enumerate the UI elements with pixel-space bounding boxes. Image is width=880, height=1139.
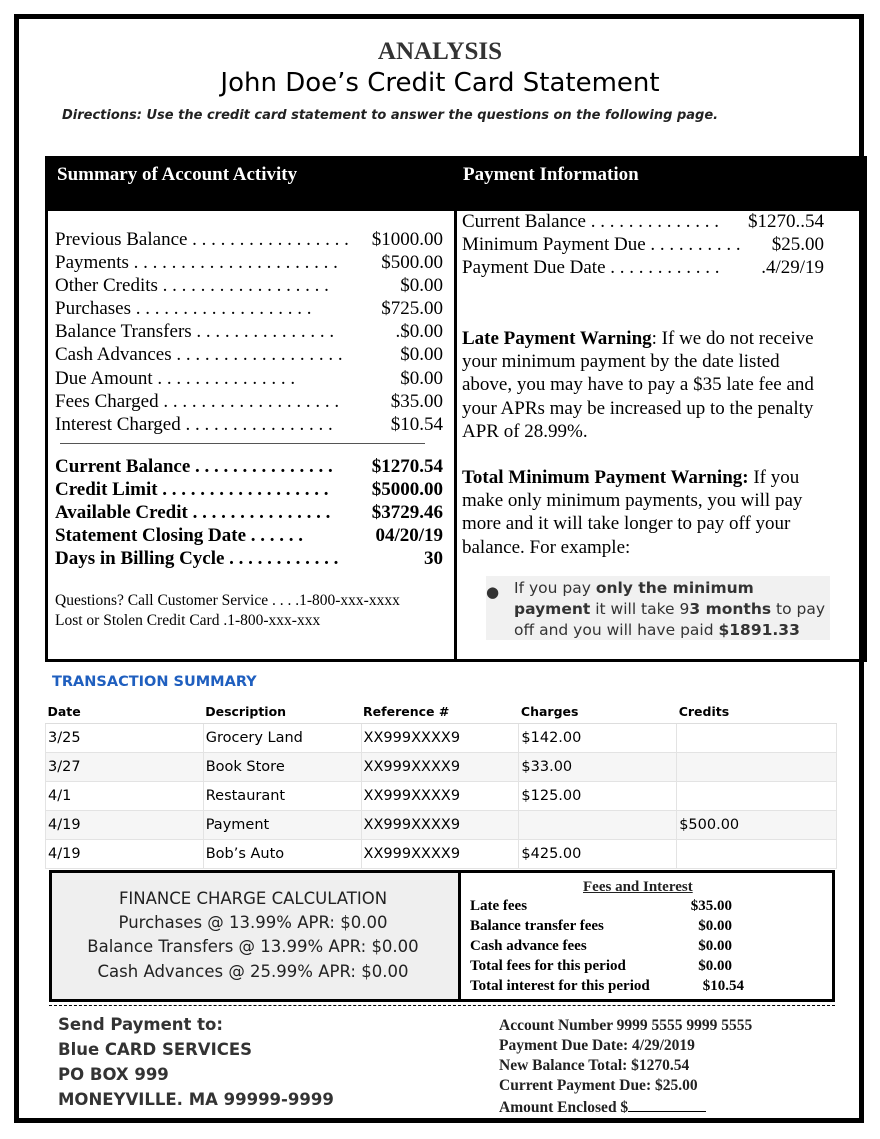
payment-heading: Payment Information (463, 164, 639, 185)
table-row: 3/25 Grocery Land XX999XXXX9 $142.00 (46, 724, 837, 753)
column-header: Credits (677, 699, 837, 724)
account-number: Account Number 9999 5555 9999 5555 (499, 1017, 753, 1034)
customer-service-line: Questions? Call Customer Service . . . .1-800-xxx-xxxx (55, 592, 400, 609)
summary-divider (60, 443, 425, 444)
payment-due-date: Payment Due Date: 4/29/2019 (499, 1037, 695, 1054)
fee-row: Total interest for this period $10.54 (470, 978, 744, 994)
summary-row: Previous Balance . . . . . . . . . . . . . . . . . $1000.00 (55, 229, 443, 250)
summary-total-row: Available Credit . . . . . . . . . . . . . . . $3729.46 (55, 502, 443, 523)
finance-charge-line: Balance Transfers @ 13.99% APR: $0.00 (87, 937, 419, 956)
table-row: 3/27 Book Store XX999XXXX9 $33.00 (46, 753, 837, 782)
minimum-payment-warning: Total Minimum Payment Warning: If you make only minimum payments, you will pay more and it will take longer to pay off your balance. For example: (462, 467, 803, 558)
new-balance-total: New Balance Total: $1270.54 (499, 1057, 690, 1074)
finance-charge-title: FINANCE CHARGE CALCULATION (118, 889, 388, 908)
lost-card-line: Lost or Stolen Credit Card .1-800-xxx-xxx (55, 612, 321, 629)
summary-row: Purchases . . . . . . . . . . . . . . . . . . . $725.00 (55, 298, 443, 319)
summary-row: Due Amount . . . . . . . . . . . . . . . $0.00 (55, 368, 443, 389)
summary-row: Other Credits . . . . . . . . . . . . . . . . . . $0.00 (55, 275, 443, 296)
column-header: Description (203, 699, 361, 724)
bullet-icon: ● (486, 583, 500, 601)
remit-address-line: MONEYVILLE. MA 99999-9999 (58, 1090, 334, 1109)
summary-row: Payments . . . . . . . . . . . . . . . . . . . . . . $500.00 (55, 252, 443, 273)
summary-total-row: Current Balance . . . . . . . . . . . . . . . $1270.54 (55, 456, 443, 477)
fee-row: Late fees $35.00 (470, 898, 732, 914)
transaction-summary-title: TRANSACTION SUMMARY (52, 674, 257, 690)
finance-charge-line: Cash Advances @ 25.99% APR: $0.00 (97, 962, 409, 981)
payment-row: Current Balance . . . . . . . . . . . . . . $1270..54 (462, 211, 824, 232)
fees-interest-title: Fees and Interest (583, 879, 693, 895)
finance-charge-line: Purchases @ 13.99% APR: $0.00 (118, 913, 388, 932)
column-divider (454, 159, 457, 659)
table-row: 4/19 Bob’s Auto XX999XXXX9 $425.00 (46, 840, 837, 869)
summary-heading: Summary of Account Activity (57, 164, 298, 185)
send-payment-label: Send Payment to: (58, 1015, 223, 1034)
fee-row: Cash advance fees $0.00 (470, 938, 732, 954)
current-payment-due: Current Payment Due: $25.00 (499, 1077, 698, 1094)
summary-row: Cash Advances . . . . . . . . . . . . . . . . . . $0.00 (55, 344, 443, 365)
summary-total-row: Statement Closing Date . . . . . . 04/20/19 (55, 525, 443, 546)
payment-row: Minimum Payment Due . . . . . . . . . . $25.00 (462, 234, 824, 255)
table-row: 4/1 Restaurant XX999XXXX9 $125.00 (46, 782, 837, 811)
page-title: John Doe’s Credit Card Statement (220, 68, 660, 98)
column-header: Charges (519, 699, 677, 724)
fee-row: Balance transfer fees $0.00 (470, 918, 732, 934)
summary-row: Balance Transfers . . . . . . . . . . . . . . . .$0.00 (55, 321, 443, 342)
fee-row: Total fees for this period $0.00 (470, 958, 732, 974)
transaction-table (45, 699, 837, 869)
analysis-heading: ANALYSIS (377, 38, 503, 65)
remit-address-line: Blue CARD SERVICES (58, 1040, 252, 1059)
remit-address-line: PO BOX 999 (58, 1065, 169, 1084)
minimum-payment-example: ● If you pay only the minimum payment it will take 93 months to pay off and you will have paid $1891.33 (486, 576, 830, 640)
tear-off-line (49, 1005, 835, 1006)
late-payment-warning: Late Payment Warning: If we do not receive your minimum payment by the date listed above, you may have to pay a $35 late fee and your APRs may be increased up to the penalty APR of 28.99%. (462, 328, 814, 442)
summary-total-row: Days in Billing Cycle . . . . . . . . . . . . 30 (55, 548, 443, 569)
amount-enclosed-blank[interactable] (628, 1097, 706, 1112)
column-header: Reference # (361, 699, 519, 724)
table-header-row (46, 699, 837, 724)
column-header: Date (46, 699, 204, 724)
directions-text: Directions: Use the credit card statement to answer the questions on the following page. (62, 108, 719, 123)
table-row: 4/19 Payment XX999XXXX9 $500.00 (46, 811, 837, 840)
summary-row: Fees Charged . . . . . . . . . . . . . . . . . . . $35.00 (55, 391, 443, 412)
amount-enclosed: Amount Enclosed $ (499, 1097, 706, 1117)
summary-row: Interest Charged . . . . . . . . . . . . . . . . $10.54 (55, 414, 443, 435)
summary-total-row: Credit Limit . . . . . . . . . . . . . . . . . . $5000.00 (55, 479, 443, 500)
payment-row: Payment Due Date . . . . . . . . . . . . .4/29/19 (462, 257, 824, 278)
